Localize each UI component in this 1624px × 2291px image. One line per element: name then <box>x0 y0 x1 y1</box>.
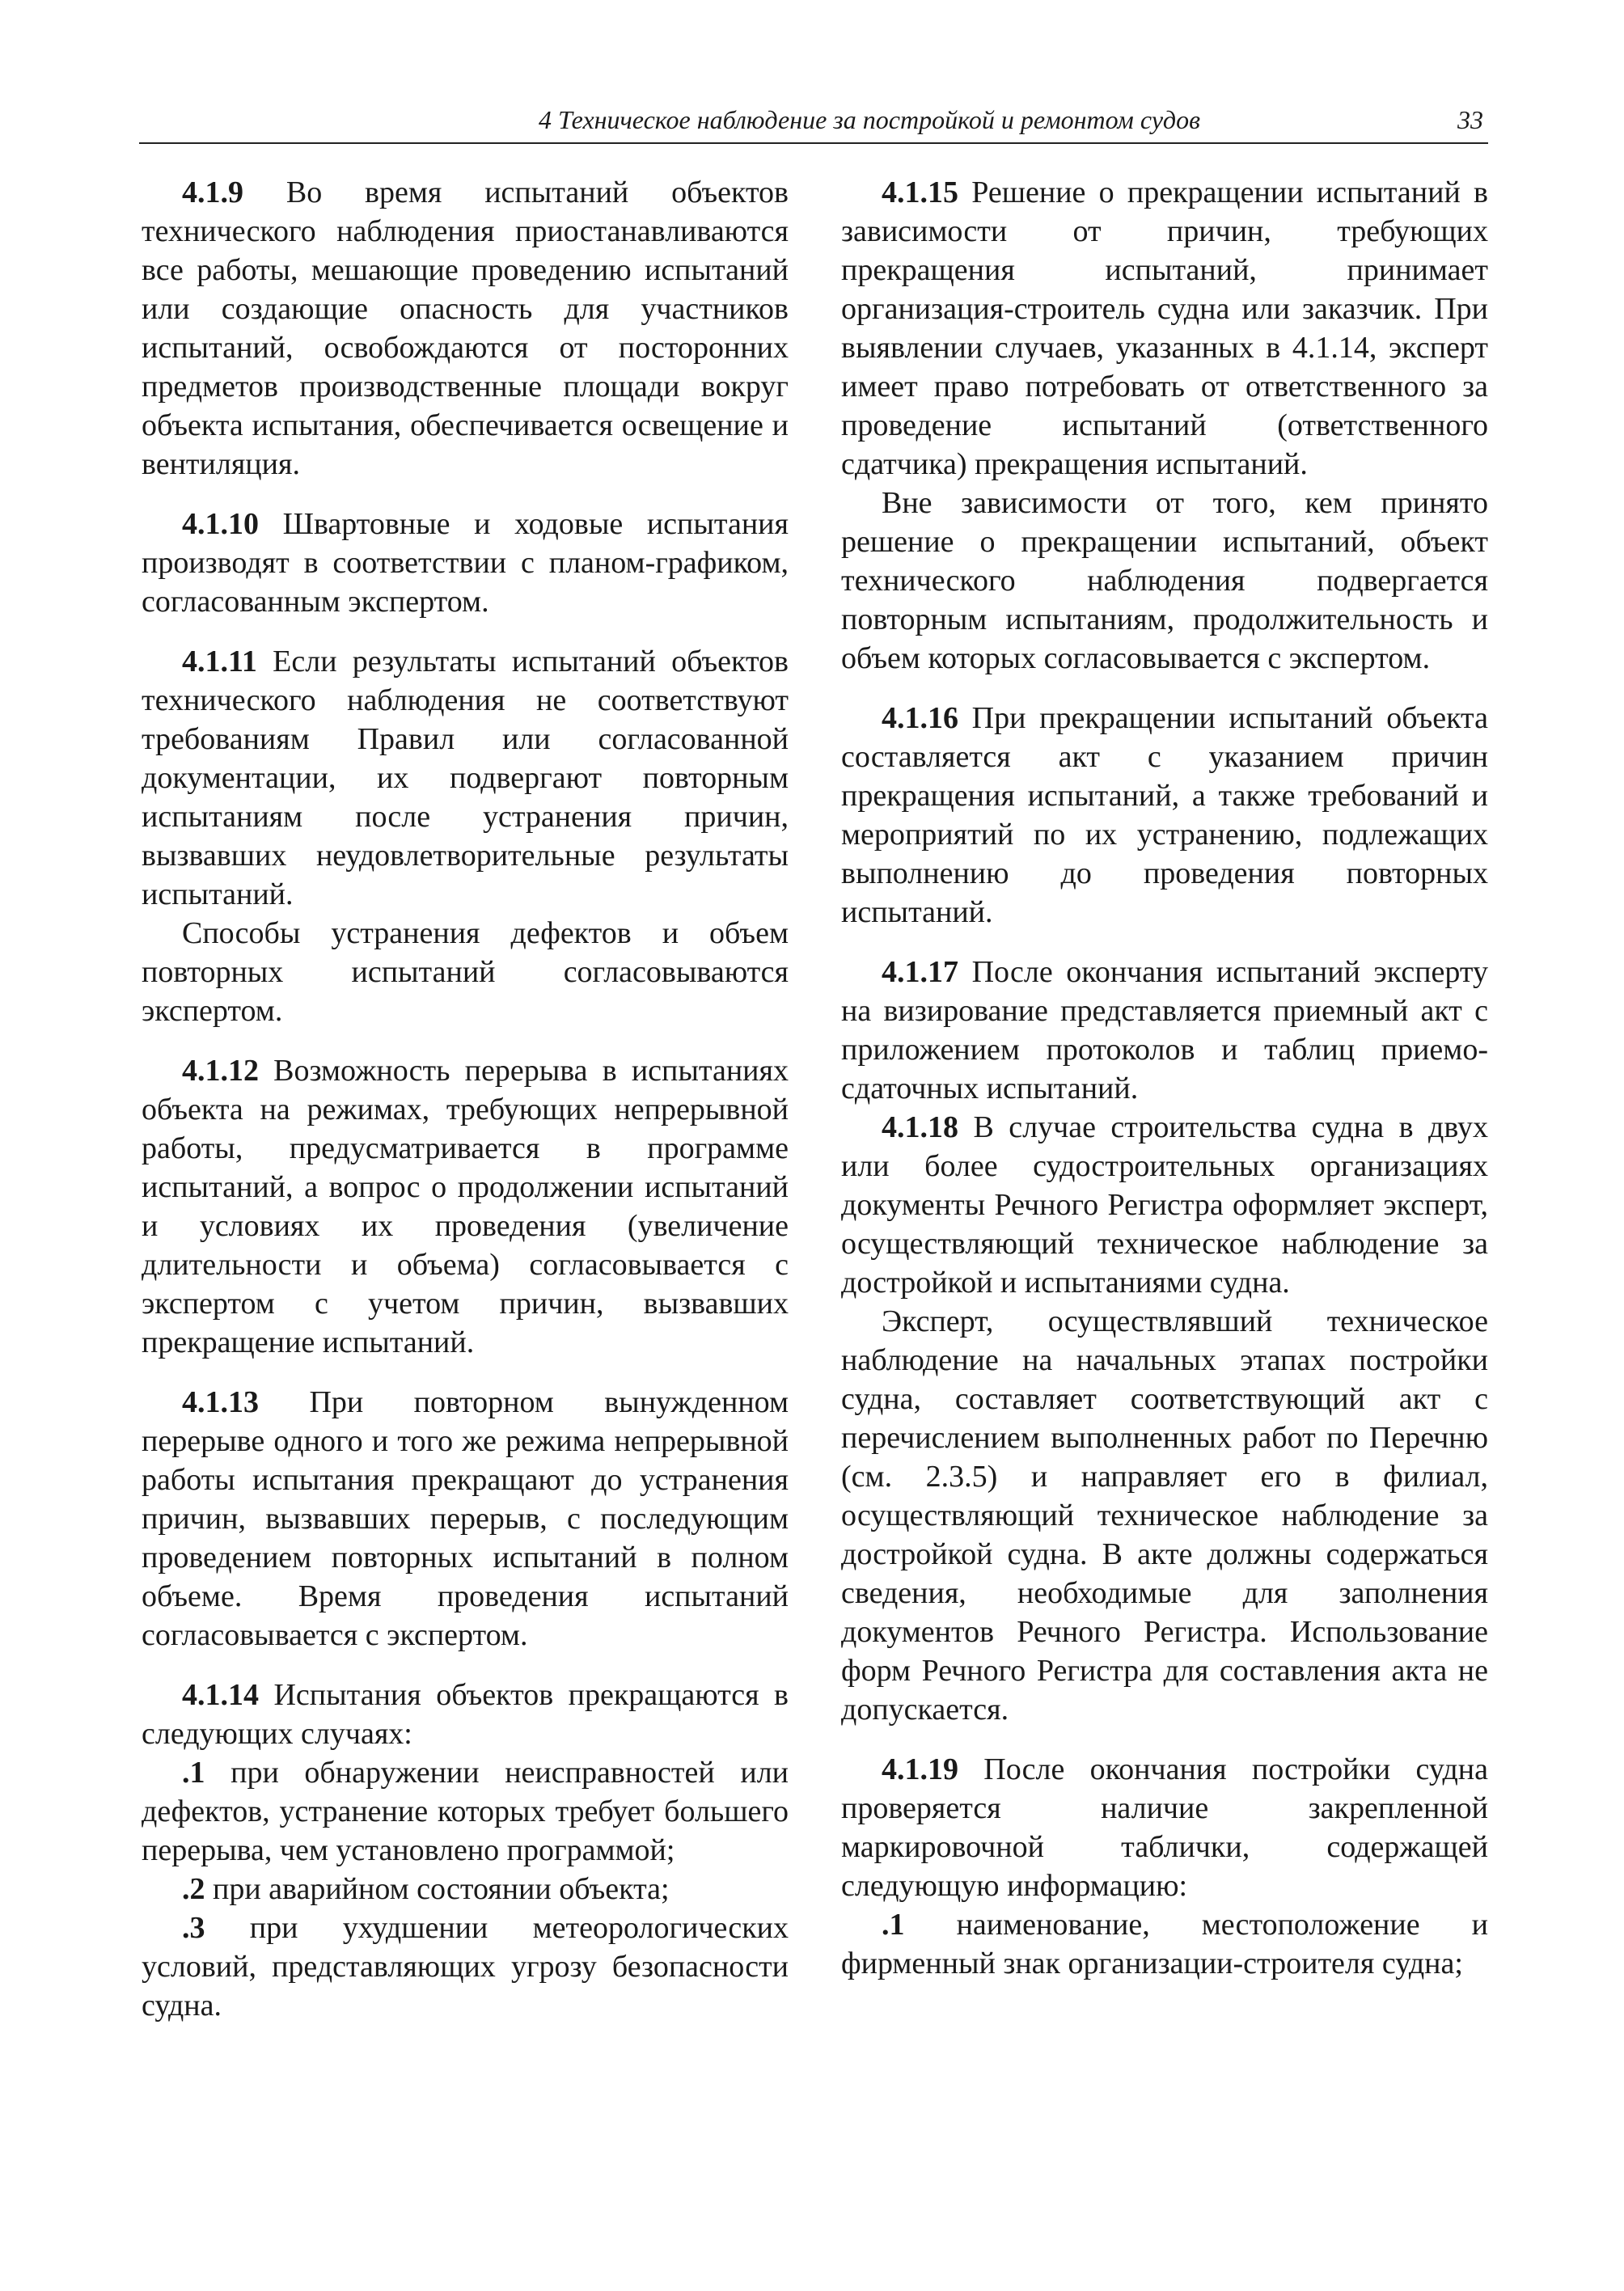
clause-text: При повторном вынужденном перерыве одного и того же режима непрерывной работы испытания прекращают до устранения причин, вызвавших перерыв, с последующим проведением повторных испытаний в полном объеме. Время проведения испытаний согласовывается с экспертом. <box>142 1385 789 1652</box>
clause-text: При прекращении испытаний объекта составляется акт с указанием причин прекращения испытаний, а также требований и мероприятий по их устранению, подлежащих выполнению до проведения повторных испытаний. <box>841 701 1488 929</box>
paragraph-4-1-15-continued: Вне зависимости от того, кем принято решение о прекращении испытаний, объект технического наблюдения подвергается повторным испытаниям, продолжительность и объем которых согласовывается с экспертом. <box>841 486 1488 675</box>
paragraph-4-1-14 <box>142 1676 789 1753</box>
paragraph-4-1-10 <box>142 505 789 621</box>
list-item-text: наименование, местоположение и фирменный знак организации-строителя судна; <box>841 1908 1488 1980</box>
header-title: 4 Техническое наблюдение за постройкой и ремонтом судов <box>539 105 1200 134</box>
clause-text: Если результаты испытаний объектов технического наблюдения не соответствуют требованиям Правил или согласованной документации, их подвергают повторным испытаниям после устранения причин, вызвавших неудовлетворительные результаты испытаний. <box>142 645 789 911</box>
list-item-text: при аварийном состоянии объекта; <box>205 1872 670 1906</box>
running-header <box>139 102 1488 144</box>
clause-text: В случае строительства судна в двух или более судостроительных организациях документы Речного Регистра оформляет эксперт, осуществляющий техническое наблюдение за достройкой и испытаниями судна. <box>841 1110 1488 1300</box>
clause-number: 4.1.10 <box>182 507 259 541</box>
list-item-number: .2 <box>182 1872 205 1906</box>
clause-text: После окончания испытаний эксперту на визирование представляется приемный акт с приложением протоколов и таблиц приемо-сдаточных испытаний. <box>841 955 1488 1105</box>
list-item-number: .1 <box>882 1908 905 1942</box>
list-item <box>142 1870 789 1908</box>
clause-text: Испытания объектов прекращаются в следующих случаях: <box>142 1678 789 1751</box>
clause-number: 4.1.14 <box>182 1678 259 1712</box>
clause-text: Швартовные и ходовые испытания производят в соответствии с планом-графиком, согласованным экспертом. <box>142 507 789 619</box>
paragraph-4-1-11-continued: Способы устранения дефектов и объем повторных испытаний согласовываются экспертом. <box>142 916 789 1028</box>
paragraph-4-1-9 <box>142 173 789 484</box>
clause-text: Решение о прекращении испытаний в зависимости от причин, требующих прекращения испытаний, принимает организация-строитель судна или заказчик. При выявлении случаев, указанных в 4.1.14, эксперт имеет право потребовать от ответственного за проведение испытаний (ответственного сдатчика) прекращения испытаний. <box>841 175 1488 481</box>
paragraph-4-1-17 <box>841 953 1488 1108</box>
clause-number: 4.1.13 <box>182 1385 259 1419</box>
paragraph-4-1-19 <box>841 1750 1488 1905</box>
list-item-text: при ухудшении метеорологических условий, представляющих угрозу безопасности судна. <box>142 1911 789 2023</box>
paragraph-4-1-18 <box>841 1108 1488 1302</box>
clause-number: 4.1.15 <box>882 175 958 209</box>
paragraph-4-1-16 <box>841 699 1488 932</box>
paragraph-4-1-11 <box>142 642 789 914</box>
paragraph-4-1-15 <box>841 173 1488 484</box>
paragraph-4-1-18-continued: Эксперт, осуществлявший техническое наблюдение на начальных этапах постройки судна, составляет соответствующий акт с перечислением выполненных работ по Перечню (см. 2.3.5) и направляет его в филиал, осуществляющий техническое наблюдение за достройкой судна. В акте должны содержаться сведения, необходимые для заполнения документов Речного Регистра. Использование форм Речного Регистра для составления акта не допускается. <box>841 1304 1488 1727</box>
right-column <box>841 173 1488 1983</box>
left-column <box>142 173 789 2025</box>
clause-number: 4.1.9 <box>182 175 243 209</box>
clause-text: После окончания постройки судна проверяется наличие закрепленной маркировочной таблички, содержащей следующую информацию: <box>841 1752 1488 1903</box>
list-item <box>142 1753 789 1870</box>
paragraph-4-1-13 <box>142 1383 789 1655</box>
list-item <box>142 1908 789 2025</box>
clause-number: 4.1.16 <box>882 701 958 735</box>
list-item-number: .1 <box>182 1756 205 1790</box>
list-item-text: при обнаружении неисправностей или дефектов, устранение которых требует большего перерыва, чем установлено программой; <box>142 1756 789 1867</box>
list-item <box>841 1905 1488 1983</box>
page-number: 33 <box>1457 105 1483 134</box>
clause-number: 4.1.11 <box>182 645 257 678</box>
clause-text: Возможность перерыва в испытаниях объекта на режимах, требующих непрерывной работы, предусматривается в программе испытаний, а вопрос о продолжении испытаний и условиях их проведения (увеличение длительности и объема) согласовывается с экспертом с учетом причин, вызвавших прекращение испытаний. <box>142 1054 789 1359</box>
clause-number: 4.1.18 <box>882 1110 958 1144</box>
paragraph-4-1-12 <box>142 1051 789 1362</box>
clause-text: Во время испытаний объектов технического наблюдения приостанавливаются все работы, мешающие проведению испытаний или создающие опасность для участников испытаний, освобождаются от посторонних предметов производственные площади вокруг объекта испытания, обеспечивается освещение и вентиляция. <box>142 175 789 481</box>
list-item-number: .3 <box>182 1911 205 1945</box>
clause-number: 4.1.19 <box>882 1752 958 1786</box>
clause-number: 4.1.12 <box>182 1054 259 1088</box>
clause-number: 4.1.17 <box>882 955 958 989</box>
